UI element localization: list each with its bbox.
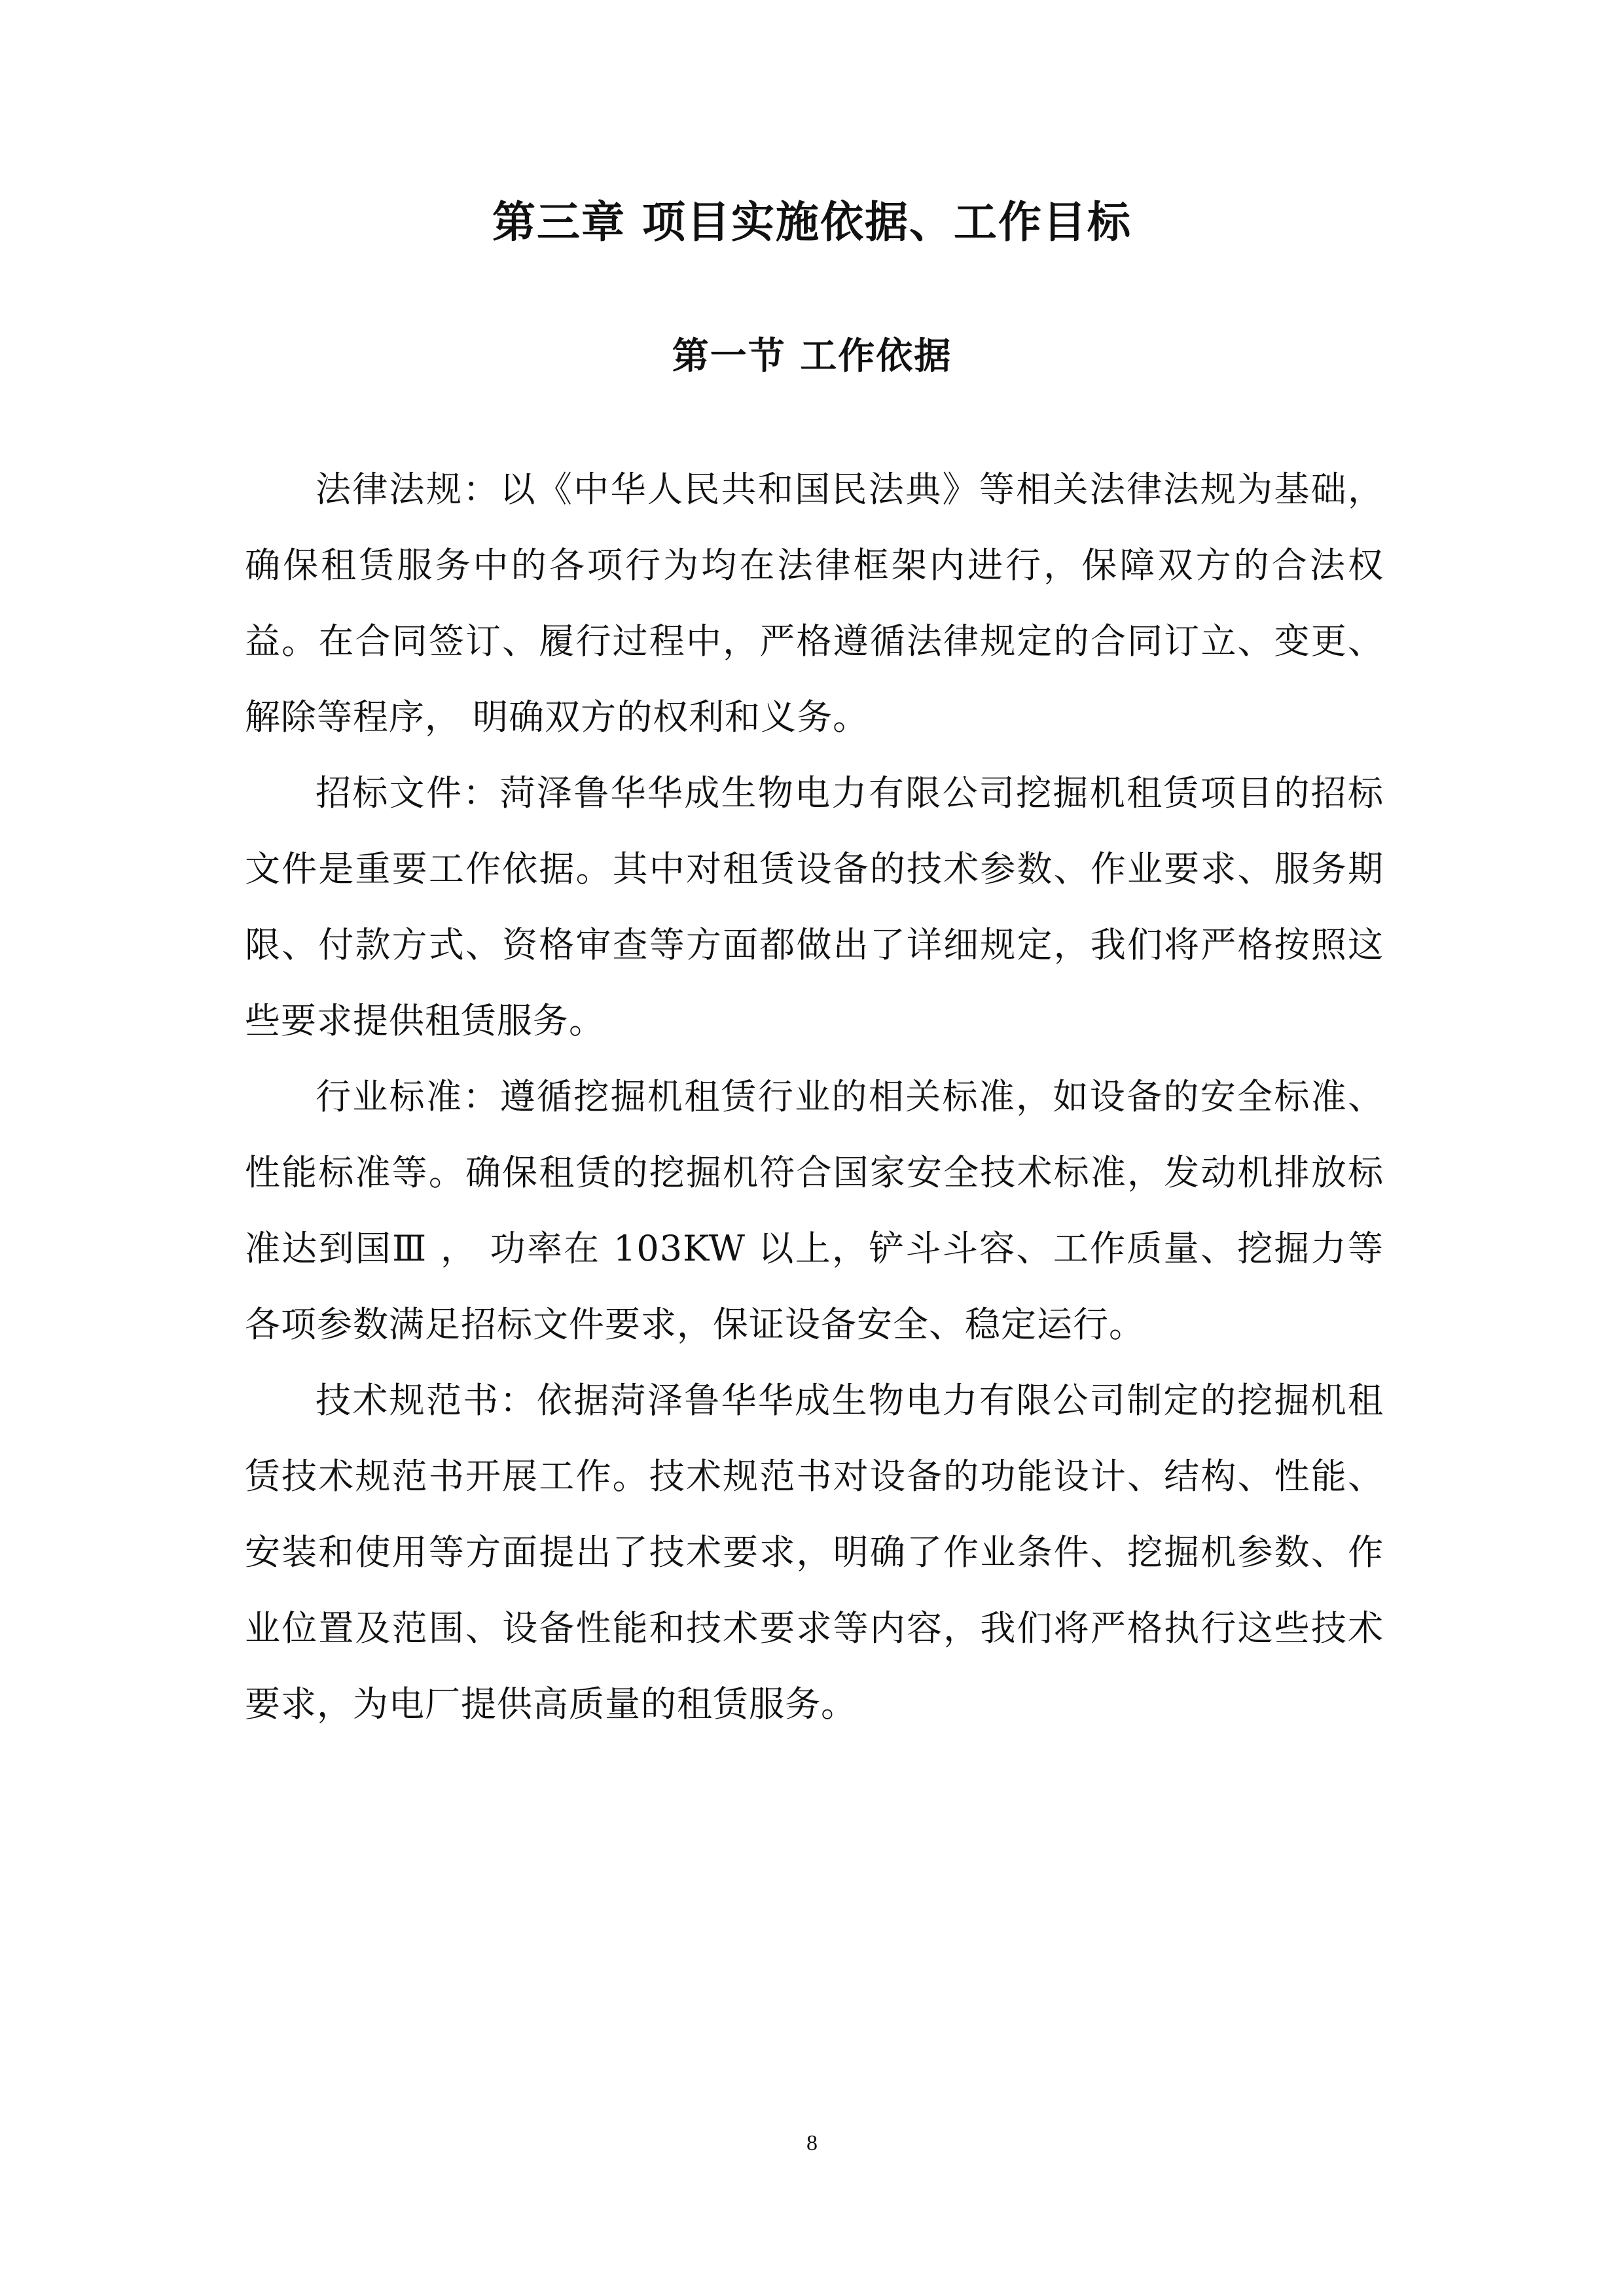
section-title: 第一节 工作依据 [672,335,952,378]
paragraph-tender-documents: 招标文件：菏泽鲁华华成生物电力有限公司挖掘机租赁项目的招标文件是重要工作依据。其中对租赁设备的技术参数、作业要求、服务期限、付款方式、资格审查等方面都做出了详细规定，我们将严格按照这些要求提供租赁服务。 [245,772,1384,1041]
page-number: 8 [806,2131,818,2155]
paragraph-legal-basis: 法律法规：以《中华人民共和国民法典》等相关法律法规为基础，确保租赁服务中的各项行为均在法律框架内进行，保障双方的合法权益。在合同签订、履行过程中，严格遵循法律规定的合同订立、变更、解除等程序， 明确双方的权利和义务。 [245,469,1384,738]
paragraph-industry-standards: 行业标准：遵循挖掘机租赁行业的相关标准，如设备的安全标准、性能标准等。确保租赁的挖掘机符合国家安全技术标准，发动机排放标准达到国Ⅲ ， 功率在 103KW 以上，铲斗斗容、工作质量、挖掘力等 各项参数满足招标文件要求，保证设备安全、稳定运行。 [245,1076,1384,1345]
chapter-title: 第三章 项目实施依据、工作目标 [492,197,1132,247]
body-text [245,452,1384,1742]
paragraph-technical-specification: 技术规范书：依据菏泽鲁华华成生物电力有限公司制定的挖掘机租赁技术规范书开展工作。技术规范书对设备的功能设计、结构、性能、安装和使用等方面提出了技术要求，明确了作业条件、挖掘机参数、作业位置及范围、设备性能和技术要求等内容，我们将严格执行这些技术要求，为电厂提供高质量的租赁服务。 [245,1380,1384,1725]
